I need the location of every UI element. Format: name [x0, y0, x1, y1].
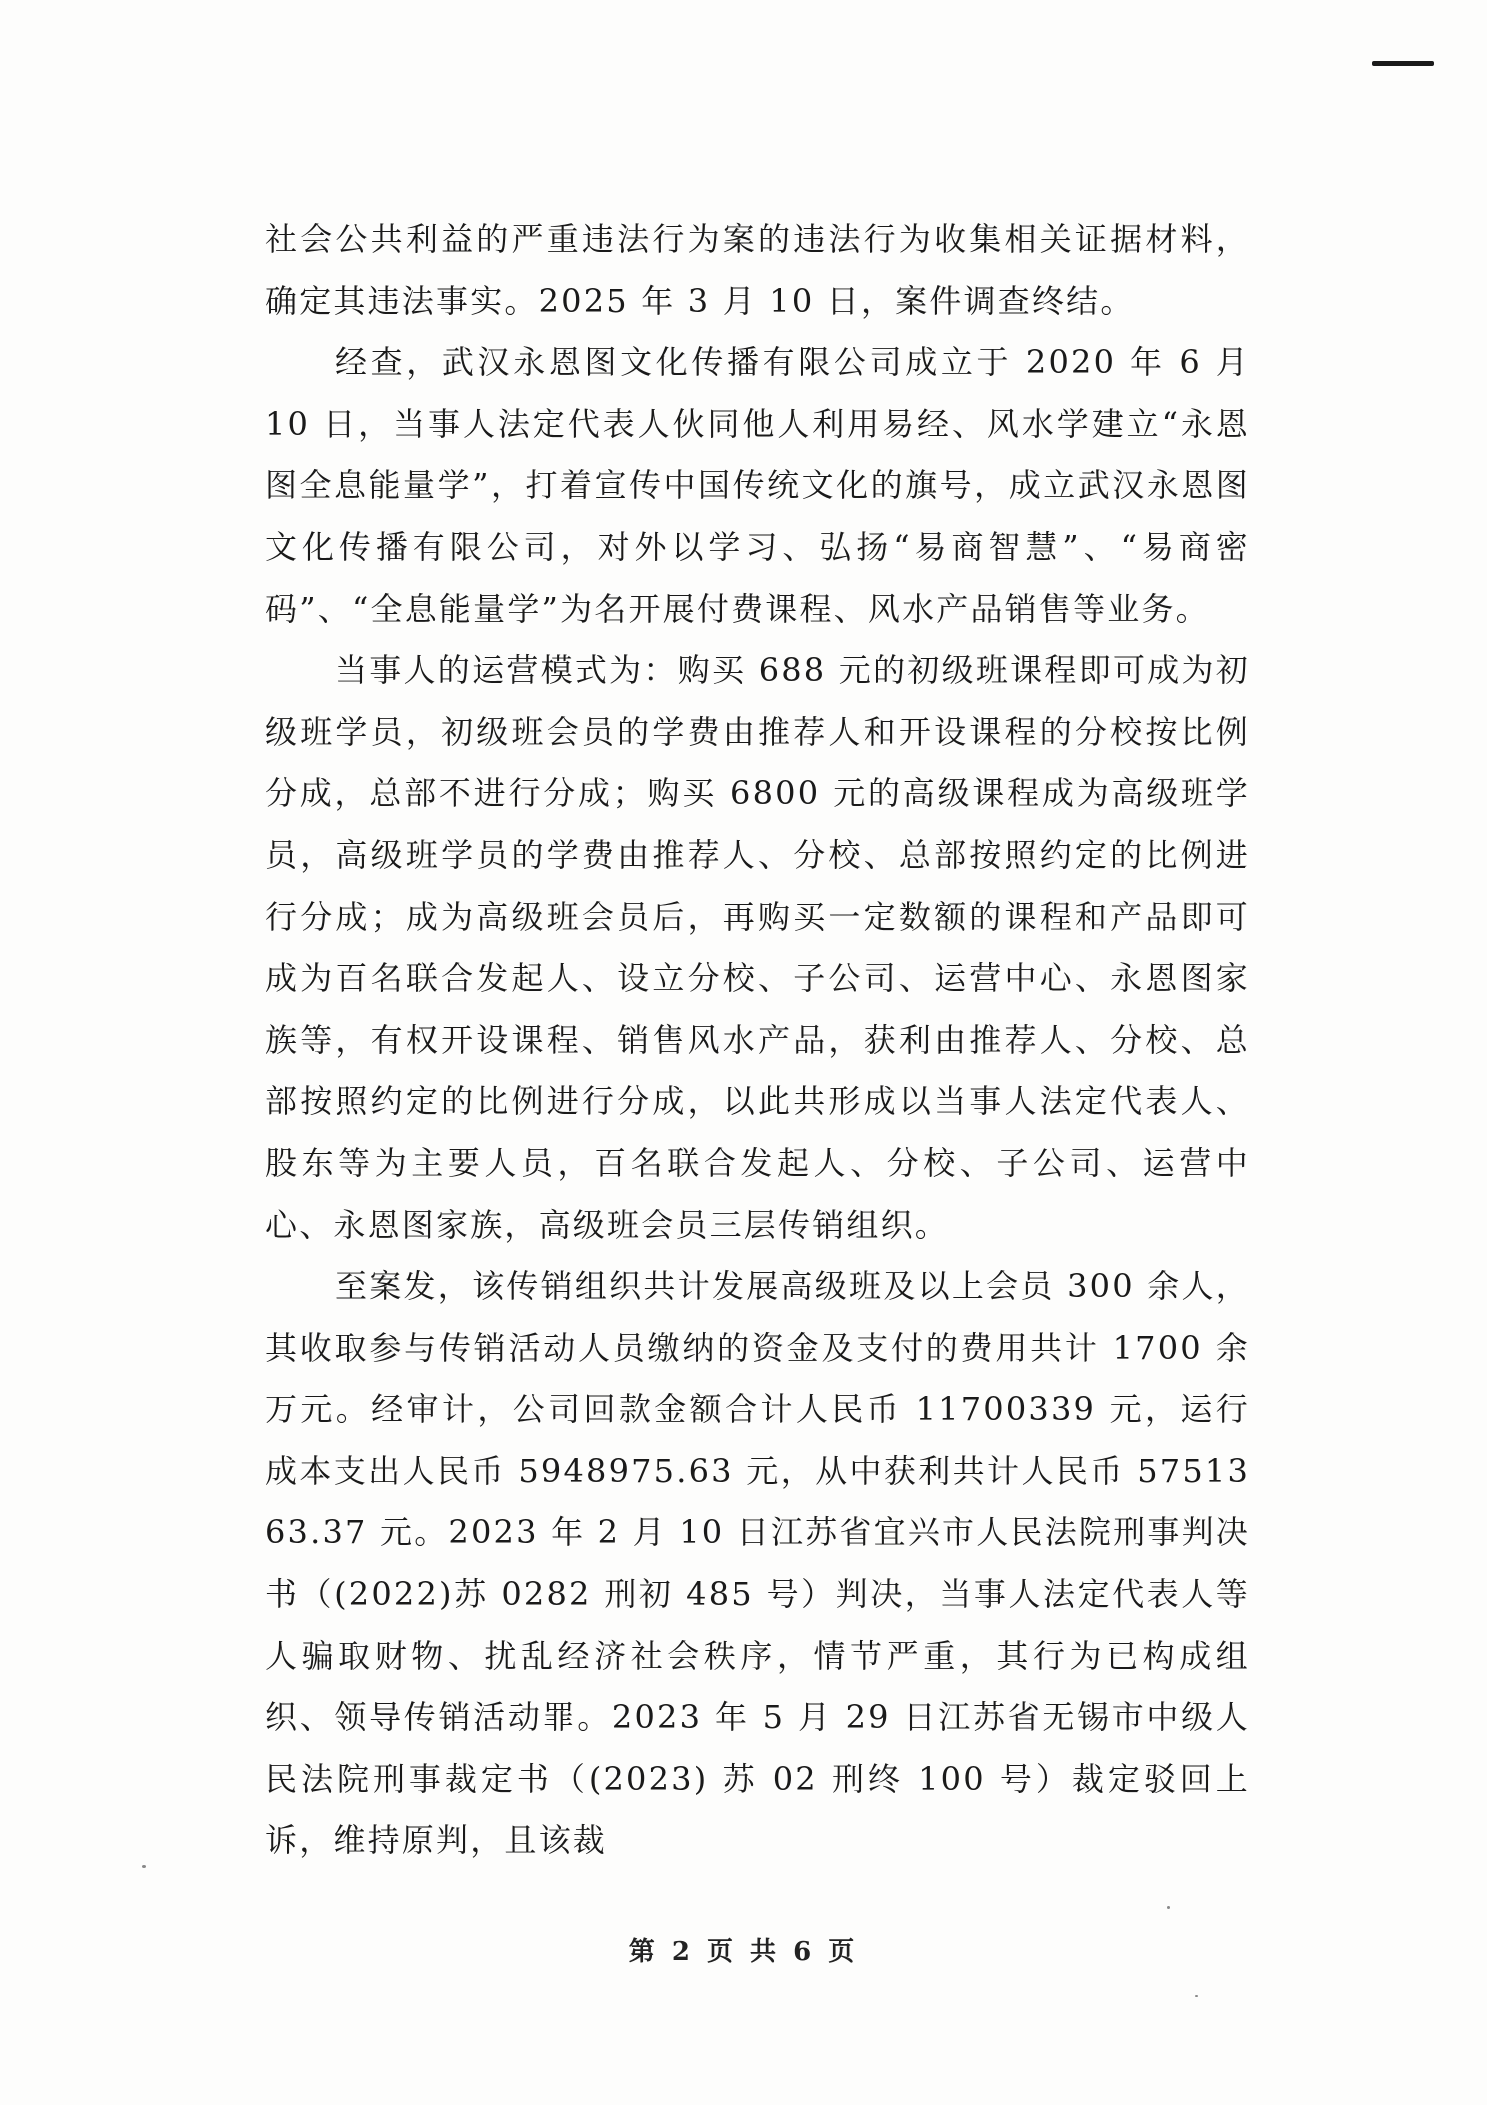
scan-speck — [1195, 1995, 1198, 1997]
paragraph-2: 经查，武汉永恩图文化传播有限公司成立于 2020 年 6 月 10 日，当事人法定代表人伙同他人利用易经、风水学建立“永恩图全息能量学”，打着宣传中国传统文化的旗号，成立武汉永恩图文化传播有限公司，对外以学习、弘扬“易商智慧”、“易商密码”、“全息能量学”为名开展付费课程、风水产品销售等业务。 — [265, 343, 1250, 628]
scan-speck — [142, 1865, 146, 1868]
scan-speck — [1167, 1906, 1170, 1909]
document-body — [265, 209, 1250, 1872]
corner-scan-mark — [1372, 61, 1434, 66]
paragraph-4: 至案发，该传销组织共计发展高级班及以上会员 300 余人，其收取参与传销活动人员缴纳的资金及支付的费用共计 1700 余万元。经审计，公司回款金额合计人民币 11700339 元，运行成本支出人民币 5948975.63 元，从中获利共计人民币 5751363.37 元。2023 年 2 月 10 日江苏省宜兴市人民法院刑事判决书（(2022)苏 0282 刑初 485 号）判决，当事人法定代表人等人骗取财物、扰乱经济社会秩序，情节严重，其行为已构成组织、领导传销活动罪。2023 年 5 月 29 日江苏省无锡市中级人民法院刑事裁定书（(2023) 苏 02 刑终 100 号）裁定驳回上诉，维持原判，且该裁 — [265, 1267, 1250, 1860]
page-number-footer: 第 2 页 共 6 页 — [628, 1937, 859, 1967]
paragraph-3: 当事人的运营模式为：购买 688 元的初级班课程即可成为初级班学员，初级班会员的学费由推荐人和开设课程的分校按比例分成，总部不进行分成；购买 6800 元的高级课程成为高级班学员，高级班学员的学费由推荐人、分校、总部按照约定的比例进行分成；成为高级班会员后，再购买一定数额的课程和产品即可成为百名联合发起人、设立分校、子公司、运营中心、永恩图家族等，有权开设课程、销售风水产品，获利由推荐人、分校、总部按照约定的比例进行分成，以此共形成以当事人法定代表人、股东等为主要人员，百名联合发起人、分校、子公司、运营中心、永恩图家族，高级班会员三层传销组织。 — [265, 651, 1250, 1244]
paragraph-1: 社会公共利益的严重违法行为案的违法行为收集相关证据材料，确定其违法事实。2025 年 3 月 10 日，案件调查终结。 — [265, 220, 1250, 320]
